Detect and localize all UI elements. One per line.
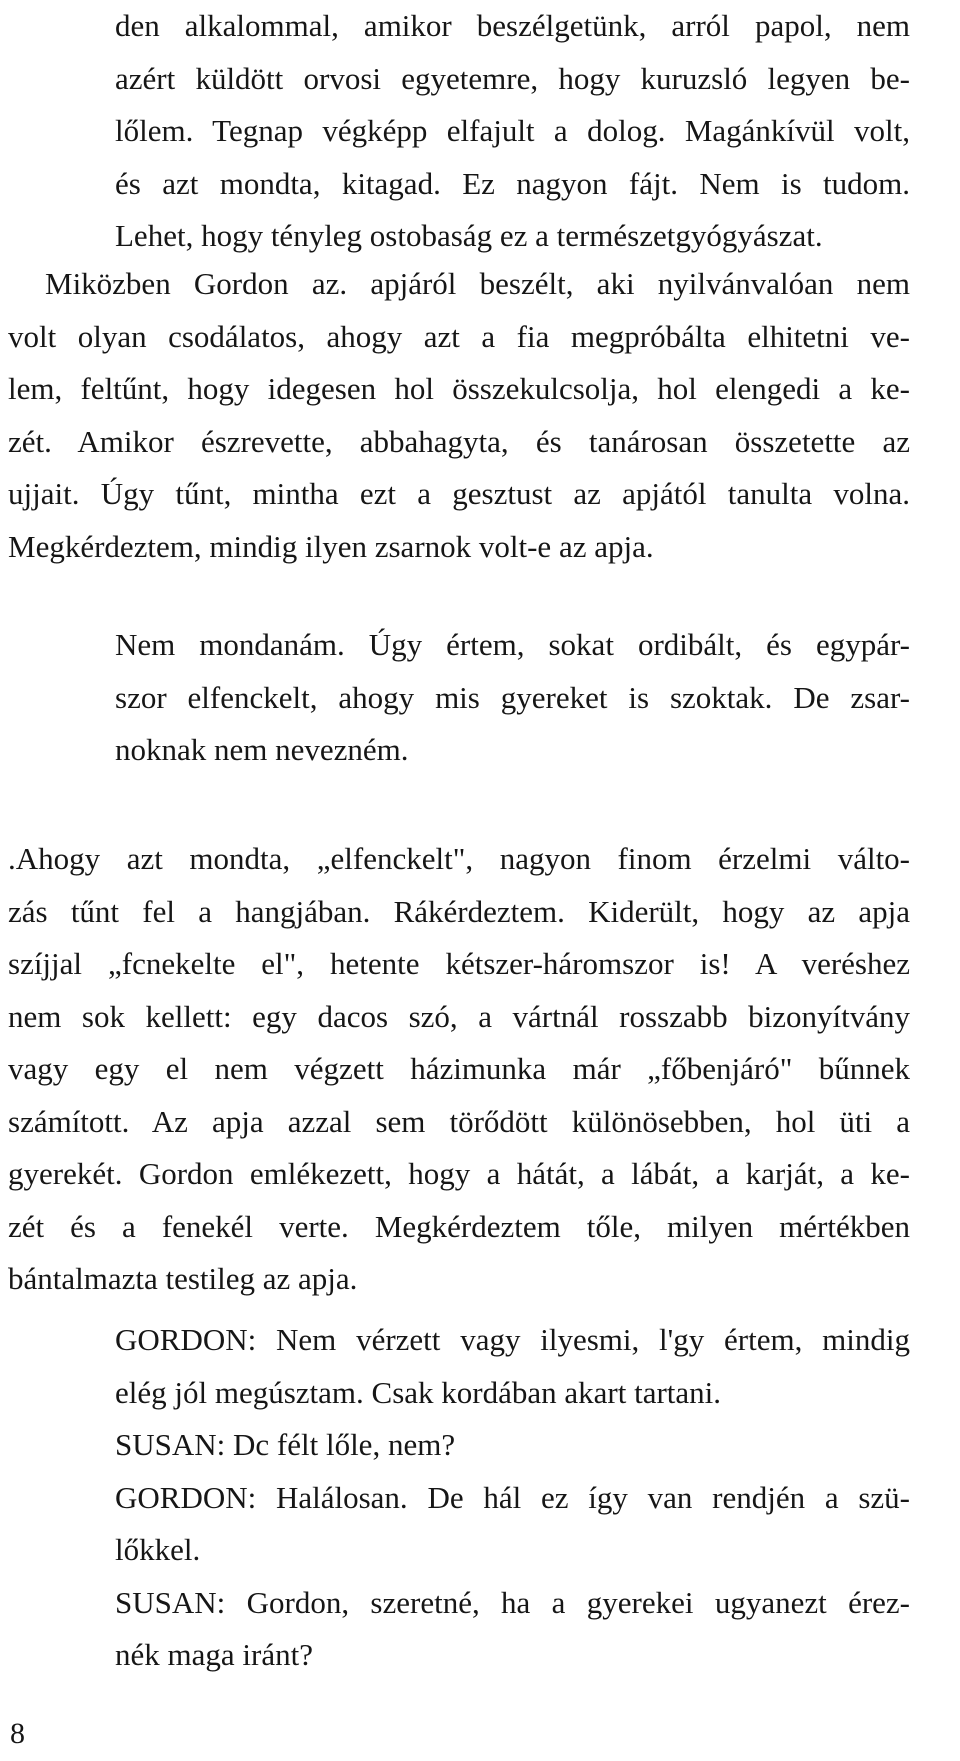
text-line: .Ahogy azt mondta, „elfenckelt", nagyon finom érzelmi válto-: [8, 841, 910, 876]
dialogue-line: SUSAN: Dc félt lőle, nem?: [115, 1427, 456, 1462]
text-line: bántalmazta testileg az apja.: [8, 1261, 358, 1296]
text-line: gyerekét. Gordon emlékezett, hogy a hátát, a lábát, a karját, a ke-: [8, 1156, 910, 1191]
dialogue-line: GORDON: Halálosan. De hál ez így van rendjén a szü-: [115, 1479, 910, 1515]
text-line: zét és a fenekél verte. Megkérdeztem tőle, milyen mértékben: [8, 1208, 910, 1244]
dialogue-line: elég jól megúsztam. Csak kordában akart tartani.: [115, 1374, 722, 1410]
text-line: Nem mondanám. Úgy értem, sokat ordibált, és egypár-: [115, 627, 910, 662]
text-line: lőlem. Tegnap végképp elfajult a dolog. Magánkívül volt,: [115, 113, 910, 148]
text-line: zét. Amikor észrevette, abbahagyta, és tanárosan összetette az: [8, 423, 910, 459]
text-line: nem sok kellett: egy dacos szó, a vártnál rosszabb bizonyítvány: [8, 998, 910, 1034]
text-line: szíjjal „fcnekelte el", hetente kétszer-háromszor is! A veréshez: [8, 946, 910, 981]
text-line: vagy egy el nem végzett házimunka már „főbenjáró" bűnnek: [8, 1051, 910, 1086]
text-line: noknak nem nevezném.: [115, 732, 409, 767]
text-line: számított. Az apja azzal sem törődött különösebben, hol üti a: [8, 1103, 910, 1139]
text-line: szor elfenckelt, ahogy mis gyereket is szoktak. De zsar-: [115, 679, 910, 715]
text-line: Miközben Gordon az. apjáról beszélt, aki nyilvánvalóan nem: [45, 266, 910, 301]
paragraph-gordon-quote: [115, 0, 910, 263]
dialogue-line: SUSAN: Gordon, szeretné, ha a gyerekei ugyanezt érez-: [115, 1584, 910, 1620]
paragraph-narration-father: [8, 258, 910, 573]
dialogue-line: nék maga iránt?: [115, 1637, 313, 1672]
dialogue-line: lőkkel.: [115, 1532, 201, 1567]
text-line: Lehet, hogy tényleg ostobaság ez a természetgyógyászat.: [115, 218, 823, 253]
text-line: den alkalommal, amikor beszélgetünk, arról papol, nem: [115, 8, 910, 43]
page-number: 8: [10, 1717, 25, 1750]
paragraph-narration-beating: [8, 833, 910, 1306]
paragraph-gordon-answer: [115, 619, 910, 777]
dialogue-line: GORDON: Nem vérzett vagy ilyesmi, l'gy értem, mindig: [115, 1322, 910, 1357]
text-line: és azt mondta, kitagad. Ez nagyon fájt. Nem is tudom.: [115, 165, 910, 201]
dialogue-block: [115, 1314, 910, 1682]
text-line: zás tűnt fel a hangjában. Rákérdeztem. Kiderült, hogy az apja: [8, 893, 910, 929]
text-line: azért küldött orvosi egyetemre, hogy kuruzsló legyen be-: [115, 60, 910, 96]
text-line: volt olyan csodálatos, ahogy azt a fia megpróbálta elhitetni ve-: [8, 318, 910, 354]
text-line: lem, feltűnt, hogy idegesen hol összekulcsolja, hol elengedi a ke-: [8, 371, 910, 406]
text-line: ujjait. Úgy tűnt, mintha ezt a gesztust az apjától tanulta volna.: [8, 476, 910, 511]
text-line: Megkérdeztem, mindig ilyen zsarnok volt-e az apja.: [8, 528, 654, 564]
